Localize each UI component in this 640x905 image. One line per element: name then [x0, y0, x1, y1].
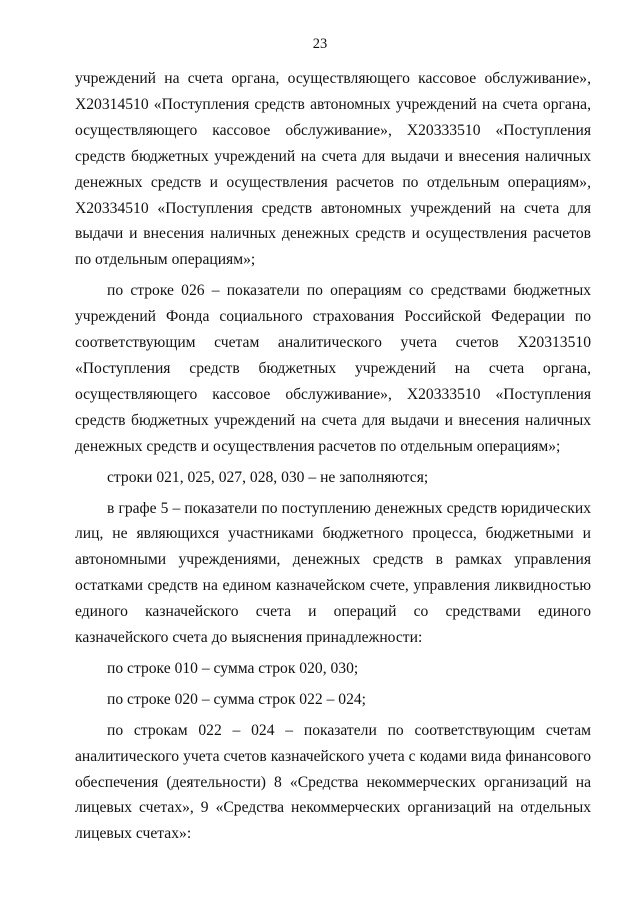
paragraph-lines-022-024: по строкам 022 – 024 – показатели по соответствующим счетам аналитического учета счетов казначейского учета с кодами вида финансового обеспечения (деятельности) 8 «Средства некоммерческих организаций на лицевых счетах», 9 «Средства некоммерческих организаций на отдельных лицевых счетах»: [75, 721, 591, 843]
page-number: 23 [312, 36, 328, 52]
paragraph-line-026: по строке 026 – показатели по операциям со средствами бюджетных учреждений Фонда социального страхования Российской Федерации по соответствующим счетам аналитического учета счетов X20313510 «Поступления средств бюджетных учреждений на счета органа, осуществляющего кассовое обслуживание», X20333510 «Поступления средств бюджетных учреждений на счета для выдачи и внесения наличных денежных средств и осуществления расчетов по отдельным операциям»; [75, 282, 591, 455]
body-text [75, 66, 591, 847]
paragraph-continuation: учреждений на счета органа, осуществляющего кассовое обслуживание», X20314510 «Поступления средств автономных учреждений на счета органа, осуществляющего кассовое обслуживание», X20333510 «Поступления средств бюджетных учреждений на счета для выдачи и внесения наличных денежных средств и осуществления расчетов по отдельным операциям», X20334510 «Поступления средств автономных учреждений на счета для выдачи и внесения наличных денежных средств и осуществления расчетов по отдельным операциям»; [75, 70, 591, 269]
paragraph-line-020: по строке 020 – сумма строк 022 – 024; [107, 690, 367, 708]
paragraph-line-010: по строке 010 – сумма строк 020, 030; [107, 659, 359, 677]
paragraph-empty-lines: строки 021, 025, 027, 028, 030 – не заполняются; [107, 468, 429, 486]
paragraph-column-5: в графе 5 – показатели по поступлению денежных средств юридических лиц, не являющихся участниками бюджетного процесса, бюджетными и автономными учреждениями, денежных средств в рамках управления остатками средств на едином казначейском счете, управления ликвидностью единого казначейского счета и операций со средствами единого казначейского счета до выяснения принадлежности: [75, 499, 591, 647]
